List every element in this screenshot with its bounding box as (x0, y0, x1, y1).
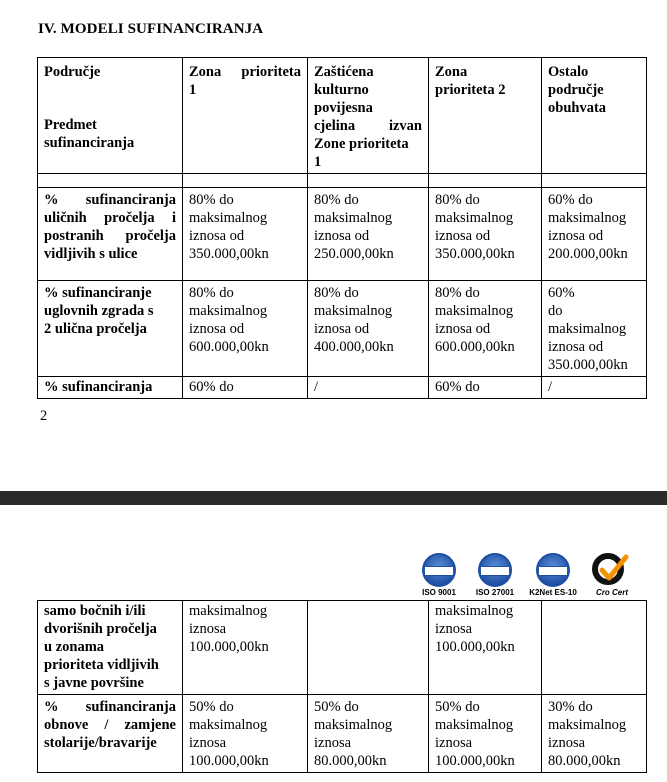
page-break-divider (0, 491, 667, 505)
table-cell: 80% do maksimalnog iznosa od 350.000,00kn (429, 188, 542, 281)
table-cell (308, 601, 429, 695)
table-row (38, 601, 647, 695)
cofinancing-table-bottom (37, 600, 647, 773)
table-cell: maksimalnog iznosa 100.000,00kn (429, 601, 542, 695)
header-cell-zone-2: Zona prioriteta 2 (429, 58, 542, 174)
table-cell: 60% do maksimalnog iznosa od 350.000,00kn (542, 281, 647, 377)
section-heading: IV. MODELI SUFINANCIRANJA (38, 21, 264, 37)
row-label: % sufinanciranja uličnih pročelja i postranih pročelja vidljivih s ulice (38, 188, 183, 281)
table-row (38, 377, 647, 399)
table-cell: 60% do maksimalnog iznosa od 200.000,00kn (542, 188, 647, 281)
table-cell: 60% do (429, 377, 542, 399)
table-cell: 50% do maksimalnog iznosa 100.000,00kn (183, 695, 308, 773)
header-cell-other-area: Ostalo područje obuhvata (542, 58, 647, 174)
row-label: % sufinanciranja obnove / zamjene stolarije/bravarije (38, 695, 183, 773)
iso-27001-seal-icon: ISO 27001 (465, 553, 525, 601)
cofinancing-table-top (37, 57, 647, 399)
table-cell: 50% do maksimalnog iznosa 80.000,00kn (308, 695, 429, 773)
table-cell: 50% do maksimalnog iznosa 100.000,00kn (429, 695, 542, 773)
table-cell: / (542, 377, 647, 399)
table-cell: 80% do maksimalnog iznosa od 400.000,00kn (308, 281, 429, 377)
table-cell: maksimalnog iznosa 100.000,00kn (183, 601, 308, 695)
table-cell: 60% do (183, 377, 308, 399)
table-header-row (38, 58, 647, 174)
row-label: % sufinanciranje uglovnih zgrada s 2 ulična pročelja (38, 281, 183, 377)
table-cell (542, 601, 647, 695)
header-cell-zone-1: Zona prioriteta 1 (183, 58, 308, 174)
table-cell: / (308, 377, 429, 399)
header-cell-area: Područje Predmet sufinanciranja (38, 58, 183, 174)
table-cell: 80% do maksimalnog iznosa od 350.000,00kn (183, 188, 308, 281)
iso-9001-seal-icon: ISO 9001 (409, 553, 469, 601)
table-spacer-row (38, 174, 647, 188)
table-cell: 80% do maksimalnog iznosa od 600.000,00kn (429, 281, 542, 377)
table-cell: 80% do maksimalnog iznosa od 250.000,00kn (308, 188, 429, 281)
page-number: 2 (40, 408, 48, 424)
k2net-seal-icon: K2Net ES-10 (523, 553, 583, 601)
table-row (38, 695, 647, 773)
row-label: samo bočnih i/ili dvorišnih pročelja u zonama prioriteta vidljivih s javne površine (38, 601, 183, 695)
table-row (38, 188, 647, 281)
row-label: % sufinanciranja (38, 377, 183, 399)
table-cell: 30% do maksimalnog iznosa 80.000,00kn (542, 695, 647, 773)
table-cell: 80% do maksimalnog iznosa od 600.000,00kn (183, 281, 308, 377)
cro-cert-logo-icon: Cro Cert (582, 553, 642, 601)
table-row (38, 281, 647, 377)
header-cell-protected-zone: Zaštićena kulturno povijesna cjelina izvan Zone prioriteta 1 (308, 58, 429, 174)
